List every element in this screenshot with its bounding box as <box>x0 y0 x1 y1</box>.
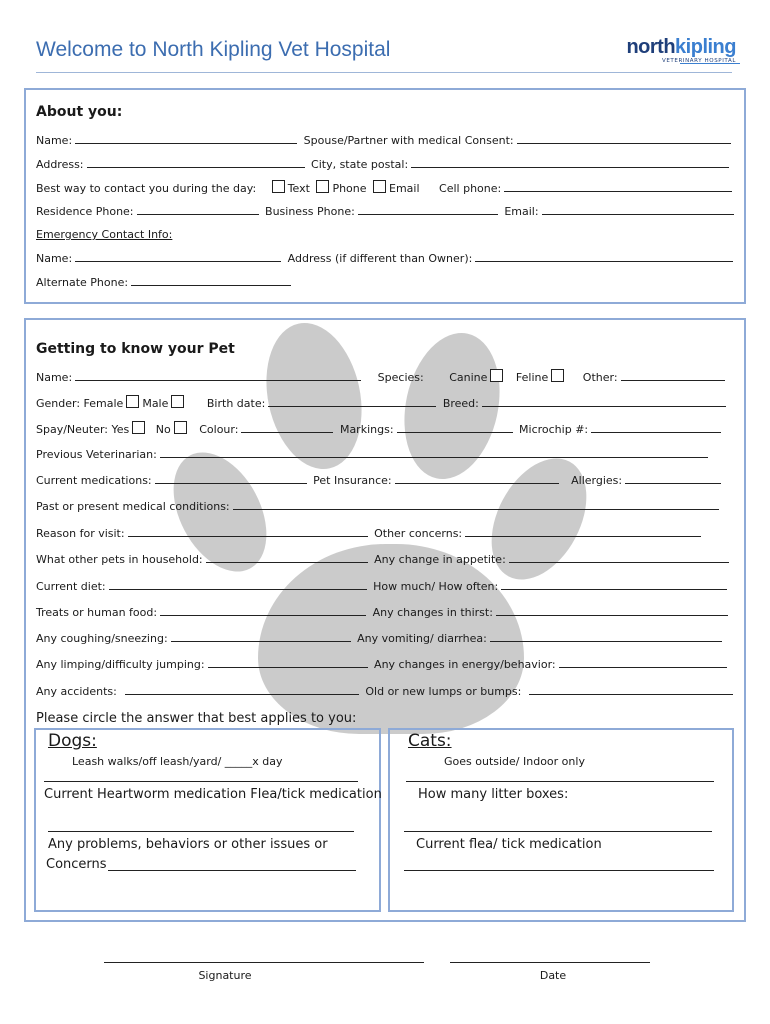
cell-field[interactable] <box>504 181 732 192</box>
pet-heading: Getting to know your Pet <box>36 341 235 357</box>
energy-label: Any changes in energy/behavior: <box>374 658 556 671</box>
cats-outside-options[interactable]: Goes outside/ Indoor only <box>444 755 585 768</box>
dogs-leash-options[interactable]: Leash walks/off leash/yard/ _____x day <box>72 755 283 768</box>
breed-field[interactable] <box>482 396 726 407</box>
limping-label: Any limping/difficulty jumping: <box>36 658 205 671</box>
gender-female-label: Gender: Female <box>36 397 124 410</box>
feline-label: Feline <box>515 371 549 384</box>
canine-label: Canine <box>449 371 488 384</box>
text-option-label: Text <box>287 182 310 195</box>
spay-row <box>36 421 724 437</box>
lumps-label: Old or new lumps or bumps: <box>365 685 522 698</box>
markings-field[interactable] <box>397 422 513 433</box>
signature-line[interactable] <box>104 962 424 963</box>
city-label: City, state postal: <box>311 158 409 171</box>
insurance-label: Pet Insurance: <box>313 474 392 487</box>
energy-field[interactable] <box>559 657 727 668</box>
emergency-heading: Emergency Contact Info: <box>36 228 173 241</box>
emergency-address-field[interactable] <box>475 251 733 262</box>
business-field[interactable] <box>358 204 498 215</box>
limping-field[interactable] <box>208 657 368 668</box>
male-checkbox[interactable] <box>171 395 184 408</box>
accidents-label: Any accidents: <box>36 685 117 698</box>
phone-option-label: Phone <box>332 182 367 195</box>
appetite-label: Any change in appetite: <box>374 553 506 566</box>
pet-name-row <box>36 369 728 385</box>
address-field[interactable] <box>87 157 305 168</box>
diet-label: Current diet: <box>36 580 106 593</box>
hospital-logo <box>626 36 744 72</box>
spay-no-checkbox[interactable] <box>174 421 187 434</box>
other-pets-label: What other pets in household: <box>36 553 203 566</box>
logo-subtitle: VETERINARY HOSPITAL <box>661 58 736 64</box>
colour-label: Colour: <box>199 423 239 436</box>
cats-flea-line[interactable] <box>404 870 714 871</box>
emergency-address-label: Address (if different than Owner): <box>287 252 473 265</box>
date-label: Date <box>539 969 567 982</box>
female-checkbox[interactable] <box>126 395 139 408</box>
treats-label: Treats or human food: <box>36 606 158 619</box>
prev-vet-field[interactable] <box>160 447 708 458</box>
how-much-label: How much/ How often: <box>373 580 499 593</box>
owner-name-field[interactable] <box>75 133 297 144</box>
address-label: Address: <box>36 158 84 171</box>
diet-field[interactable] <box>109 579 367 590</box>
owner-name-row <box>36 133 734 148</box>
other-pets-row <box>36 552 732 567</box>
dogs-heartworm-line[interactable] <box>48 831 354 832</box>
breed-label: Breed: <box>442 397 479 410</box>
reason-label: Reason for visit: <box>36 527 125 540</box>
vomiting-field[interactable] <box>490 631 722 642</box>
treats-row <box>36 605 731 620</box>
medications-label: Current medications: <box>36 474 152 487</box>
cell-label: Cell phone: <box>439 182 502 195</box>
email-option-label: Email <box>389 182 420 195</box>
contact-method-row <box>36 180 735 196</box>
species-label: Species: <box>377 371 424 384</box>
page-title: Welcome to North Kipling Vet Hospital <box>36 38 391 61</box>
male-label: Male <box>142 397 169 410</box>
residence-field[interactable] <box>137 204 259 215</box>
allergies-field[interactable] <box>625 473 721 484</box>
other-concerns-field[interactable] <box>465 526 701 537</box>
accidents-row <box>36 684 736 699</box>
pet-name-label: Name: <box>36 371 73 384</box>
spay-no-label: No <box>155 423 171 436</box>
medications-field[interactable] <box>155 473 307 484</box>
lumps-field[interactable] <box>529 684 733 695</box>
spay-yes-label: Spay/Neuter: Yes <box>36 423 130 436</box>
thirst-label: Any changes in thirst: <box>372 606 493 619</box>
spouse-label: Spouse/Partner with medical Consent: <box>303 134 514 147</box>
other-concerns-label: Other concerns: <box>374 527 463 540</box>
canine-checkbox[interactable] <box>490 369 503 382</box>
text-checkbox[interactable] <box>272 180 285 193</box>
cats-flea-label: Current flea/ tick medication <box>416 837 602 852</box>
gender-row <box>36 395 729 411</box>
contact-way-label: Best way to contact you during the day: <box>36 182 257 195</box>
signature-label: Signature <box>198 969 252 982</box>
reason-row <box>36 526 704 541</box>
birth-date-label: Birth date: <box>206 397 266 410</box>
phones-row <box>36 204 737 219</box>
feline-checkbox[interactable] <box>551 369 564 382</box>
about-you-section <box>24 88 746 304</box>
cats-heading: Cats: <box>408 731 452 751</box>
other-species-field[interactable] <box>621 370 725 381</box>
logo-word-north: north <box>626 36 676 58</box>
city-field[interactable] <box>411 157 729 168</box>
spay-yes-checkbox[interactable] <box>132 421 145 434</box>
coughing-label: Any coughing/sneezing: <box>36 632 168 645</box>
treats-field[interactable] <box>160 605 366 616</box>
microchip-label: Microchip #: <box>519 423 589 436</box>
colour-field[interactable] <box>241 422 333 433</box>
cats-litter-line[interactable] <box>404 831 712 832</box>
email-field[interactable] <box>542 204 734 215</box>
circle-instruction: Please circle the answer that best applies to you: <box>36 711 357 726</box>
title-divider <box>36 72 732 73</box>
diet-row <box>36 579 730 594</box>
address-row <box>36 157 732 172</box>
reason-field[interactable] <box>128 526 368 537</box>
dogs-concerns-line[interactable] <box>108 870 356 871</box>
spouse-field[interactable] <box>517 133 731 144</box>
thirst-field[interactable] <box>496 605 728 616</box>
dogs-problems-label: Any problems, behaviors or other issues or <box>48 837 328 852</box>
medications-row <box>36 473 724 488</box>
phone-checkbox[interactable] <box>316 180 329 193</box>
business-label: Business Phone: <box>265 205 355 218</box>
emergency-name-field[interactable] <box>75 251 281 262</box>
alt-phone-label: Alternate Phone: <box>36 276 129 289</box>
accidents-field[interactable] <box>125 684 359 695</box>
logo-word-kipling: kipling <box>675 36 736 58</box>
dogs-heading: Dogs: <box>48 731 97 751</box>
coughing-field[interactable] <box>171 631 351 642</box>
prev-vet-label: Previous Veterinarian: <box>36 448 157 461</box>
other-pets-field[interactable] <box>206 552 368 563</box>
dogs-leash-line[interactable] <box>44 781 358 782</box>
date-line[interactable] <box>450 962 650 963</box>
other-species-label: Other: <box>582 371 618 384</box>
email-checkbox[interactable] <box>373 180 386 193</box>
birth-date-field[interactable] <box>268 396 436 407</box>
coughing-row <box>36 631 725 646</box>
alt-phone-field[interactable] <box>131 275 291 286</box>
prev-vet-row <box>36 447 711 462</box>
microchip-field[interactable] <box>591 422 721 433</box>
allergies-label: Allergies: <box>571 474 623 487</box>
email-label: Email: <box>504 205 539 218</box>
about-you-heading: About you: <box>36 104 123 120</box>
cats-outside-line[interactable] <box>406 781 714 782</box>
owner-name-label: Name: <box>36 134 73 147</box>
emergency-name-label: Name: <box>36 252 73 265</box>
conditions-row <box>36 499 722 514</box>
conditions-label: Past or present medical conditions: <box>36 500 230 513</box>
emergency-row <box>36 251 736 266</box>
conditions-field[interactable] <box>233 499 719 510</box>
limping-row <box>36 657 730 672</box>
alt-phone-row <box>36 275 294 290</box>
residence-label: Residence Phone: <box>36 205 134 218</box>
markings-label: Markings: <box>339 423 394 436</box>
dogs-heartworm-label: Current Heartworm medication Flea/tick medication <box>44 787 382 802</box>
how-much-field[interactable] <box>501 579 727 590</box>
vomiting-label: Any vomiting/ diarrhea: <box>357 632 487 645</box>
cats-litter-label: How many litter boxes: <box>418 787 569 802</box>
appetite-field[interactable] <box>509 552 729 563</box>
dogs-concerns-row <box>46 857 107 872</box>
dogs-concerns-label: Concerns <box>46 857 107 872</box>
insurance-field[interactable] <box>395 473 559 484</box>
pet-name-field[interactable] <box>75 370 361 381</box>
